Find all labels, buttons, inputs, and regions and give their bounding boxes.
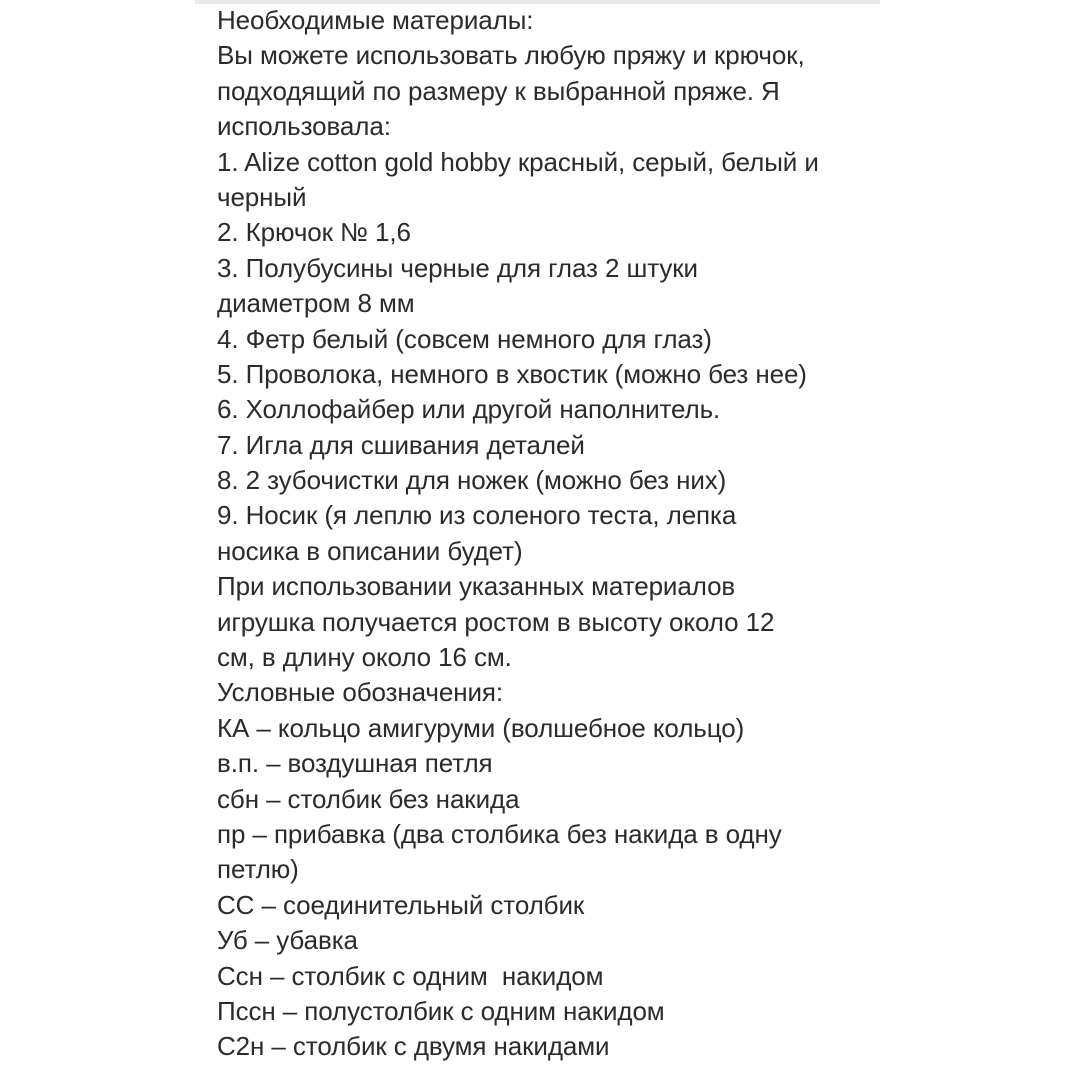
legend-item: Уб – убавка bbox=[217, 925, 358, 956]
list-item: 3. Полубусины черные для глаз 2 штуки bbox=[217, 252, 698, 283]
list-item: 9. Носик (я леплю из соленого теста, лепка bbox=[217, 500, 737, 531]
text-line: При использовании указанных материалов bbox=[217, 571, 736, 602]
text-line: подходящий по размеру к выбранной пряже. Я bbox=[217, 75, 780, 106]
legend-item: СС – соединительный столбик bbox=[217, 889, 585, 920]
text-line: см, в длину около 16 см. bbox=[217, 642, 512, 673]
legend-heading: Условные обозначения: bbox=[217, 677, 504, 708]
legend-item: С2н – столбик с двумя накидами bbox=[217, 1031, 610, 1062]
legend-item: в.п. – воздушная петля bbox=[217, 748, 493, 779]
legend-item: КА – кольцо амигуруми (волшебное кольцо) bbox=[217, 712, 745, 743]
text-line: использовала: bbox=[217, 111, 391, 142]
list-item: 5. Проволока, немного в хвостик (можно без нее) bbox=[217, 358, 807, 389]
list-item: 8. 2 зубочистки для ножек (можно без них) bbox=[217, 465, 727, 496]
list-item: носика в описании будет) bbox=[217, 535, 523, 566]
materials-heading: Необходимые материалы: bbox=[217, 5, 534, 35]
list-item: 1. Alize cotton gold hobby красный, серый, белый и bbox=[217, 146, 819, 177]
list-item: 6. Холлофайбер или другой наполнитель. bbox=[217, 394, 721, 425]
list-item: 4. Фетр белый (совсем немного для глаз) bbox=[217, 323, 712, 354]
text-line: игрушка получается ростом в высоту около 12 bbox=[217, 606, 775, 637]
document-text bbox=[217, 3, 1057, 1065]
legend-item: петлю) bbox=[217, 854, 299, 885]
legend-item: Пссн – полустолбик с одним накидом bbox=[217, 995, 665, 1026]
legend-item: пр – прибавка (два столбика без накида в одну bbox=[217, 818, 782, 849]
text-line: Вы можете использовать любую пряжу и крючок, bbox=[217, 40, 805, 71]
list-item: черный bbox=[217, 181, 307, 212]
legend-item: Ссн – столбик с одним накидом bbox=[217, 960, 604, 991]
list-item: 7. Игла для сшивания деталей bbox=[217, 429, 585, 460]
legend-item: сбн – столбик без накида bbox=[217, 783, 520, 814]
list-item: 2. Крючок № 1,6 bbox=[217, 217, 411, 248]
list-item: диаметром 8 мм bbox=[217, 288, 415, 319]
